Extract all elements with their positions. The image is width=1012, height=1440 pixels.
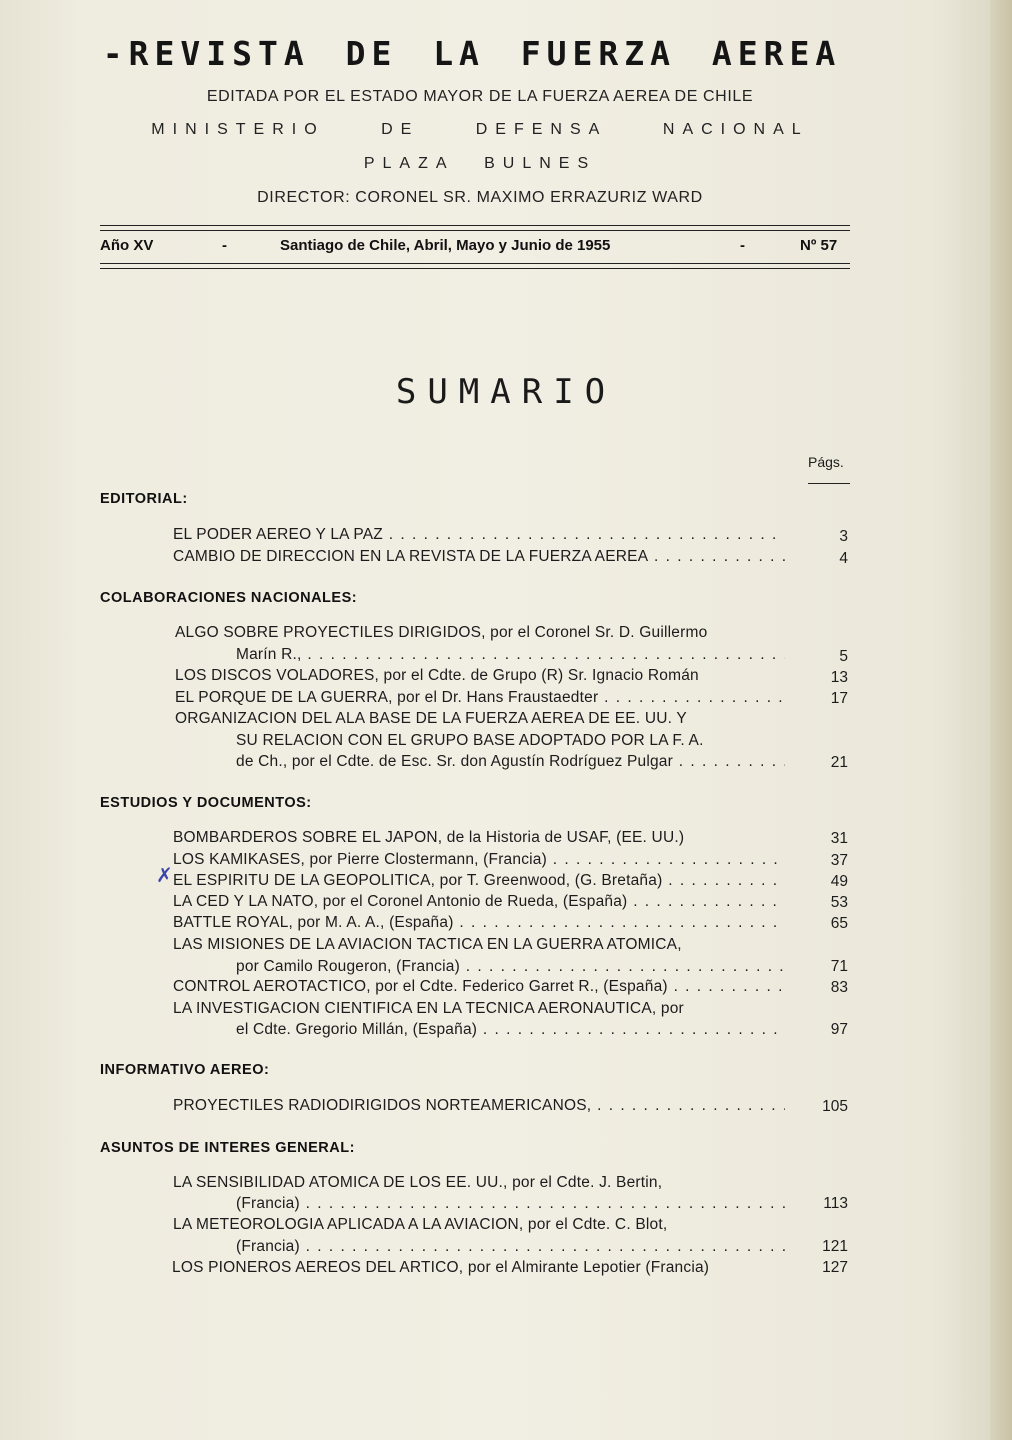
toc-entry-title: ORGANIZACION DEL ALA BASE DE LA FUERZA AEREA DE EE. UU. Y bbox=[175, 710, 687, 727]
toc-entry-title: EL PORQUE DE LA GUERRA, por el Dr. Hans Fraustaedter . . . bbox=[175, 688, 787, 708]
toc-entry-page: 37 bbox=[830, 852, 848, 869]
toc-entry-title-cont: (Francia) . . . bbox=[236, 1237, 785, 1257]
page-binding-edge bbox=[990, 0, 1012, 1440]
toc-entry-title: EL PODER AEREO Y LA PAZ . . . bbox=[173, 525, 785, 545]
handwritten-check-mark: ✗ bbox=[156, 865, 173, 887]
toc-entry-title: LOS PIONEROS AEREOS DEL ARTICO, por el Almirante Lepotier (Francia) bbox=[172, 1259, 710, 1276]
issue-date: Santiago de Chile, Abril, Mayo y Junio de 1955 bbox=[280, 237, 611, 254]
toc-entry-title: EL ESPIRITU DE LA GEOPOLITICA, por T. Greenwood, (G. Bretaña) . . . bbox=[173, 871, 785, 891]
rule-top-2 bbox=[100, 230, 850, 231]
toc-entry-title-cont: por Camilo Rougeron, (Francia) . . . bbox=[236, 957, 785, 977]
director-line: DIRECTOR: CORONEL SR. MAXIMO ERRAZURIZ WARD bbox=[257, 189, 703, 206]
section-heading: ASUNTOS DE INTERES GENERAL: bbox=[100, 1140, 355, 1156]
toc-entry-page: 113 bbox=[823, 1195, 848, 1212]
toc-entry-page: 13 bbox=[830, 669, 848, 686]
toc-entry-page: 65 bbox=[830, 915, 848, 932]
issue-info bbox=[100, 235, 850, 257]
toc-entry-page: 17 bbox=[830, 690, 848, 707]
toc-entry-title: LA INVESTIGACION CIENTIFICA EN LA TECNICA AERONAUTICA, por bbox=[173, 1000, 684, 1017]
rule-bottom-2 bbox=[100, 268, 850, 269]
issue-number: Nº 57 bbox=[800, 237, 838, 254]
section-heading: ESTUDIOS Y DOCUMENTOS: bbox=[100, 795, 312, 811]
address-line: PLAZA BULNES bbox=[363, 155, 597, 172]
bleed-through-texture bbox=[170, 340, 176, 366]
issue-separator: - bbox=[222, 237, 227, 254]
toc-entry-title: LOS DISCOS VOLADORES, por el Cdte. de Grupo (R) Sr. Ignacio Román bbox=[175, 667, 699, 684]
toc-entry-page: 3 bbox=[839, 528, 848, 545]
toc-entry-page: 31 bbox=[830, 830, 848, 847]
toc-entry-page: 127 bbox=[822, 1259, 848, 1276]
rule-top-1 bbox=[100, 225, 850, 226]
issue-separator: - bbox=[740, 237, 745, 254]
toc-entry-page: 83 bbox=[830, 979, 848, 996]
publisher-line: EDITADA POR EL ESTADO MAYOR DE LA FUERZA AEREA DE CHILE bbox=[206, 88, 754, 105]
toc-entry-title: LOS KAMIKASES, por Pierre Clostermann, (Francia) . . . bbox=[173, 850, 785, 870]
toc-entry-title-cont: Marín R., . . . bbox=[236, 645, 785, 665]
rule-bottom-1 bbox=[100, 263, 850, 264]
toc-entry-title-cont: de Ch., por el Cdte. de Esc. Sr. don Agustín Rodríguez Pulgar . . . bbox=[236, 752, 785, 772]
section-heading: COLABORACIONES NACIONALES: bbox=[100, 590, 358, 606]
toc-entry-page: 49 bbox=[830, 873, 848, 890]
toc-entry-title: LA CED Y LA NATO, por el Coronel Antonio de Rueda, (España) . . . bbox=[173, 892, 785, 912]
toc-entry-title: CONTROL AEROTACTICO, por el Cdte. Federico Garret R., (España) . . . bbox=[173, 977, 785, 997]
toc-entry-title: PROYECTILES RADIODIRIGIDOS NORTEAMERICANOS, . . . bbox=[173, 1096, 785, 1116]
toc-entry-title: LA METEOROLOGIA APLICADA A LA AVIACION, por el Cdte. C. Blot, bbox=[173, 1216, 668, 1233]
toc-entry-title-cont: el Cdte. Gregorio Millán, (España) . . . bbox=[236, 1020, 785, 1040]
toc-entry-page: 121 bbox=[822, 1238, 848, 1255]
toc-entry-title: BOMBARDEROS SOBRE EL JAPON, de la Historia de USAF, (EE. UU.) bbox=[173, 829, 685, 846]
issue-year: Año XV bbox=[100, 237, 154, 254]
magazine-title: -REVISTA DE LA FUERZA AEREA bbox=[102, 34, 842, 73]
section-heading: INFORMATIVO AEREO: bbox=[100, 1062, 270, 1078]
toc-entry-title: LA SENSIBILIDAD ATOMICA DE LOS EE. UU., por el Cdte. J. Bertin, bbox=[173, 1174, 663, 1191]
toc-entry-page: 97 bbox=[830, 1021, 848, 1038]
section-heading: EDITORIAL: bbox=[100, 491, 188, 507]
toc-entry-page: 105 bbox=[822, 1098, 848, 1115]
pages-header-rule bbox=[808, 483, 850, 484]
pages-column-header: Págs. bbox=[808, 454, 844, 470]
toc-entry-title: LAS MISIONES DE LA AVIACION TACTICA EN LA GUERRA ATOMICA, bbox=[173, 936, 682, 953]
toc-title: SUMARIO bbox=[395, 372, 617, 412]
toc-entry-page: 4 bbox=[839, 550, 848, 567]
toc-entry-page: 71 bbox=[830, 958, 848, 975]
toc-entry-title-cont: SU RELACION CON EL GRUPO BASE ADOPTADO POR LA F. A. bbox=[236, 732, 704, 749]
toc-entry-page: 21 bbox=[830, 754, 848, 771]
toc-entry-title: ALGO SOBRE PROYECTILES DIRIGIDOS, por el Coronel Sr. D. Guillermo bbox=[175, 624, 708, 641]
toc-entry-title: BATTLE ROYAL, por M. A. A., (España) . . . bbox=[173, 913, 785, 933]
toc-entry-title-cont: (Francia) . . . bbox=[236, 1194, 785, 1214]
toc-entry-page: 5 bbox=[839, 648, 848, 665]
toc-entry-title: CAMBIO DE DIRECCION EN LA REVISTA DE LA FUERZA AEREA . . . bbox=[173, 547, 785, 567]
toc-entry-page: 53 bbox=[830, 894, 848, 911]
ministry-line: MINISTERIO DE DEFENSA NACIONAL bbox=[151, 121, 809, 138]
